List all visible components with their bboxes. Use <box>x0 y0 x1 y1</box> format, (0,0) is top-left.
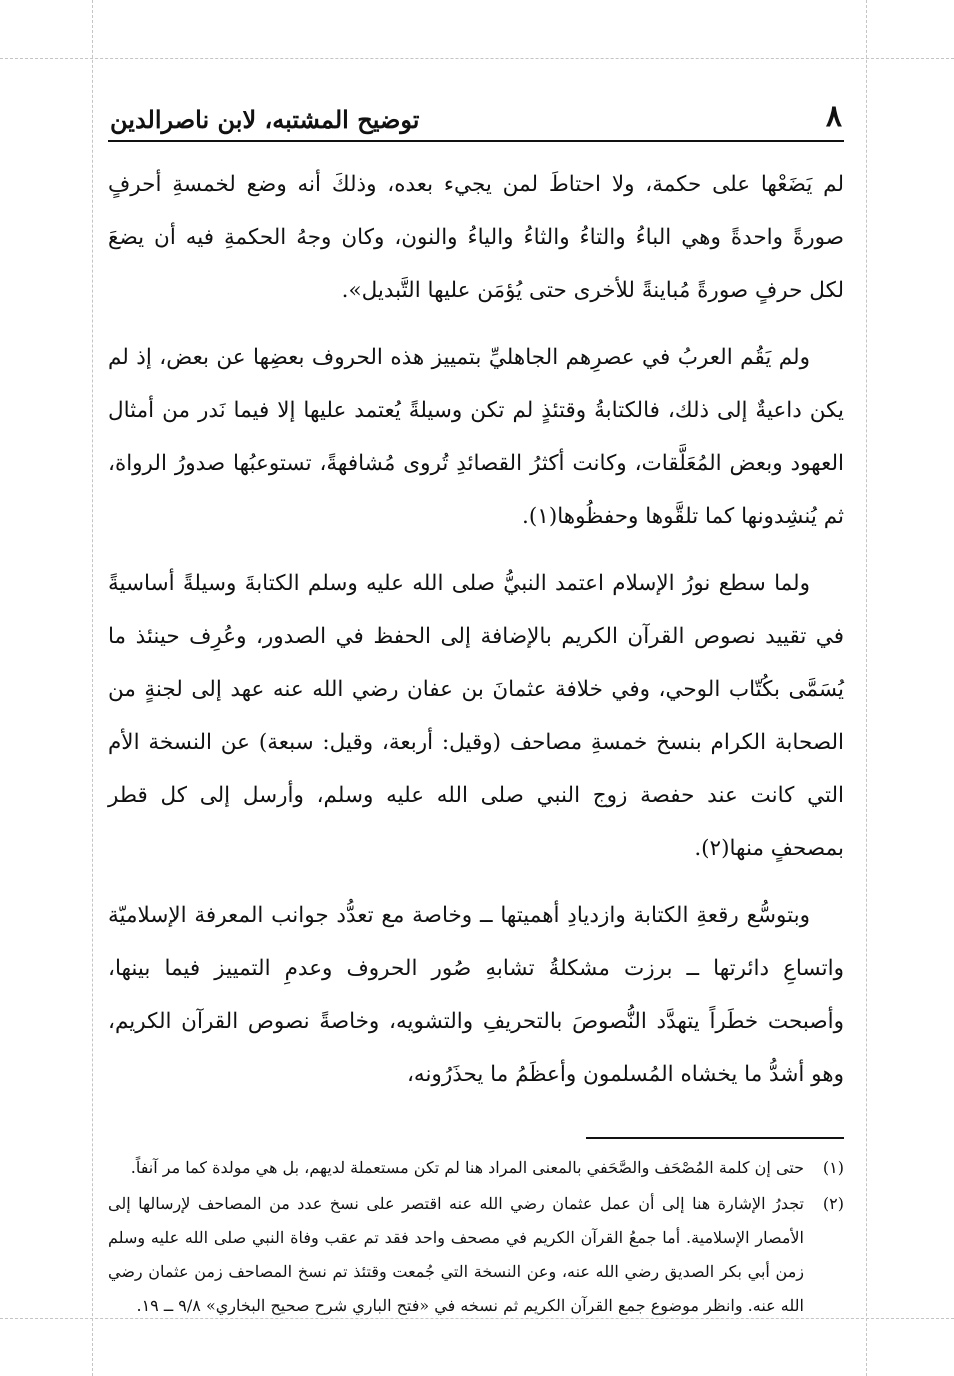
paragraph: ولما سطع نورُ الإسلام اعتمد النبيُّ صلى الله عليه وسلم الكتابةَ وسيلةً أساسيةً في تقييد نصوص القرآن الكريم بالإضافة إلى الحفظ في الصدور، وعُرِف حينئذ ما يُسَمَّى بكُتّاب الوحي، وفي خلافة عثمانَ بن عفان رضي الله عنه عهد إلى لجنةٍ من الصحابة الكرام بنسخ خمسةِ مصاحف (وقيل: أربعة، وقيل: سبعة) عن النسخة الأم التي كانت عند حفصة زوج النبي صلى الله عليه وسلم، وأرسل إلى كل قطر بمصحفٍ منها(٢). <box>108 571 844 861</box>
footnote <box>108 1187 844 1323</box>
paragraph: ولم يَقُم العربُ في عصرِهم الجاهليِّ بتمييز هذه الحروف بعضِها عن بعض، إذ لم يكن داعيةٌ إلى ذلك، فالكتابةُ وقتئذٍ لم تكن وسيلةً يُعتمد عليها إلا فيما نَدر من أمثال العهود وبعض المُعَلَّقات، وكانت أكثرُ القصائدِ تُروى مُشافهةً، تستوعبُها صدورُ الرواة، ثم يُنشِدونها كما تلقَّوها وحفظُوها(١). <box>108 345 844 529</box>
footnote-separator <box>586 1137 844 1139</box>
body-text <box>108 158 844 1101</box>
footnote-text: حتى إن كلمة المُصْحَف والصَّحَفي بالمعنى المراد هنا لم تكن مستعملة لديهم، بل هي مولدة كما مر آنفاً. <box>130 1158 804 1177</box>
footnote-text: تجدرُ الإشارة هنا إلى أن عمل عثمان رضي الله عنه اقتصر على نسخ عدد من المصاحف لإرسالها إلى الأمصار الإسلامية. أما جمعُ القرآن الكريم في مصحف واحد فقد تم عقب وفاة النبي صلى الله عليه وسلم زمن أبي بكر الصديق رضي الله عنه، وعن النسخة التي جُمعت وقتئذ تم نسخ المصاحف زمن عثمان رضي الله عنه. وانظر موضوع جمع القرآن الكريم ثم نسخه في «فتح الباري شرح صحيح البخاري» ٩/٨ ــ ١٩. <box>108 1194 805 1315</box>
page-guide-right <box>866 0 867 1376</box>
footnote <box>108 1151 844 1185</box>
paragraph: وبتوسُّع رقعةِ الكتابة وازديادِ أهميتها ــ وخاصة مع تعدُّد جوانب المعرفة الإسلاميّة واتساعِ دائرتها ــ برزت مشكلةُ تشابهِ صُور الحروف وعدمِ التمييز فيما بينها، وأصبحت خطَراً يتهدَّد النُّصوصَ بالتحريفِ والتشويه، وخاصةً نصوص القرآن الكريم، وهو أشدُّ ما يخشاه المُسلمون وأعظَمُ ما يحذَرُونه، <box>108 903 844 1087</box>
page-guide-left <box>92 0 93 1376</box>
book-page <box>108 80 844 1325</box>
page-header <box>108 80 844 142</box>
page-number: ٨ <box>825 99 842 134</box>
footnote-number: (٢) <box>822 1194 844 1213</box>
footnote-number: (١) <box>822 1158 844 1177</box>
footnotes <box>108 1151 844 1323</box>
paragraph: لم يَضَعْها على حكمة، ولا احتاطَ لمن يجيء بعده، وذلكَ أنه وضع لخمسةِ أحرفٍ صورةً واحدةً وهي الباءُ والتاءُ والثاءُ والياءُ والنون، وكان وجهُ الحكمةِ فيه أن يضعَ لكل حرفٍ صورةً مُباينةً للأخرى حتى يُؤمَن عليها التَّبديل». <box>108 172 844 303</box>
page-guide-top <box>0 58 954 59</box>
running-title: توضيح المشتبه، لابن ناصرالدين <box>110 105 420 134</box>
